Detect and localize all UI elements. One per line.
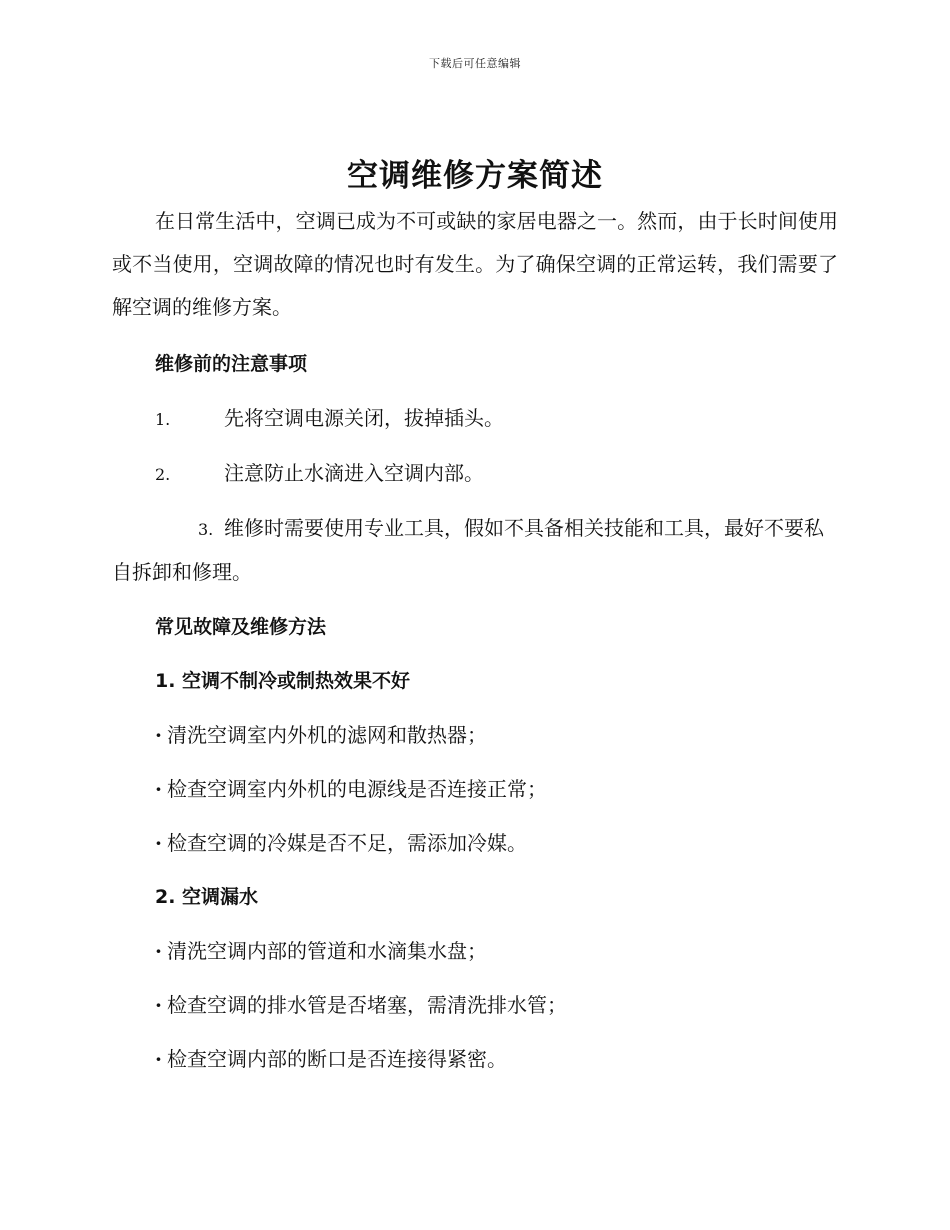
- bullet-item: [112, 924, 838, 978]
- bullet-item: [112, 708, 838, 762]
- item-number: 2.: [155, 465, 171, 484]
- bullet-text: 检查空调室内外机的电源线是否连接正常；: [167, 777, 547, 801]
- bullet-item: [112, 1032, 838, 1086]
- item-text: 维修时需要使用专业工具，假如不具备相关技能和工具，最好不要私自拆卸和修理。: [112, 516, 824, 584]
- bullet-symbol: ·: [155, 723, 162, 747]
- header-note: 下载后可任意编辑: [429, 57, 521, 70]
- numbered-item: [112, 452, 838, 496]
- bullet-symbol: ·: [155, 777, 162, 801]
- item-number: 1.: [155, 410, 171, 429]
- bullet-item: [112, 978, 838, 1032]
- item-text: 先将空调电源关闭，拔掉插头。: [224, 406, 504, 430]
- document-body: [112, 200, 838, 1086]
- bullet-item: [112, 816, 838, 870]
- bullet-symbol: ·: [155, 939, 162, 963]
- document-title: 空调维修方案简述: [347, 158, 603, 194]
- item-text: 注意防止水滴进入空调内部。: [224, 461, 484, 485]
- bullet-text: 检查空调内部的断口是否连接得紧密。: [167, 1047, 507, 1071]
- numbered-item: [112, 507, 838, 594]
- section-heading-common-faults: 常见故障及维修方法: [155, 616, 327, 638]
- section-heading-precautions: 维修前的注意事项: [155, 353, 308, 375]
- bullet-symbol: ·: [155, 993, 162, 1017]
- bullet-item: [112, 762, 838, 816]
- bullet-symbol: ·: [155, 1047, 162, 1071]
- subsection-heading: 2. 空调漏水: [155, 886, 259, 908]
- bullet-text: 检查空调的排水管是否堵塞，需清洗排水管；: [167, 993, 567, 1017]
- bullet-symbol: ·: [155, 831, 162, 855]
- item-number: 3.: [198, 520, 214, 539]
- intro-paragraph: 在日常生活中，空调已成为不可或缺的家居电器之一。然而，由于长时间使用或不当使用，空调故障的情况也时有发生。为了确保空调的正常运转，我们需要了解空调的维修方案。: [112, 209, 838, 319]
- bullet-text: 清洗空调内部的管道和水滴集水盘；: [167, 939, 487, 963]
- numbered-item: [112, 397, 838, 441]
- bullet-text: 清洗空调室内外机的滤网和散热器；: [167, 723, 487, 747]
- bullet-text: 检查空调的冷媒是否不足，需添加冷媒。: [167, 831, 527, 855]
- subsection-heading: 1. 空调不制冷或制热效果不好: [155, 670, 411, 692]
